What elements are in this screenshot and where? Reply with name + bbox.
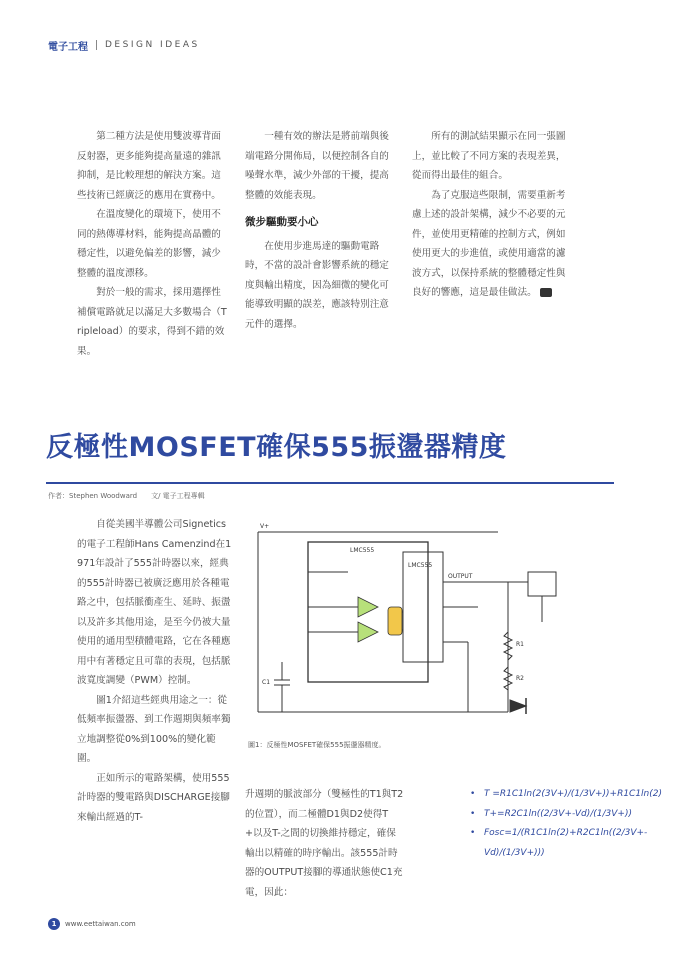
figure-caption: 圖1：反極性MOSFET確保555振盪器精度。 <box>248 741 386 749</box>
resistor-label: R2 <box>516 675 524 682</box>
page-footer <box>48 918 136 930</box>
section-label: DESIGN IDEAS <box>105 40 200 50</box>
page-number: 1 <box>48 918 60 930</box>
title-rule <box>46 482 614 484</box>
paragraph: 升週期的脈波部分（雙極性的T1與T2的位置），而二極體D1與D2使得T+以及T-之間的切換維持穩定，確保輸出以精確的時序輸出。該555計時器的OUTPUT接腳的導通狀態使C1充電，因此： <box>245 789 404 898</box>
article-column-middle <box>245 785 405 902</box>
formula-item: • T =R1C1ln(2(3V+)/(1/3V+))+R1C1ln(2) <box>470 785 680 805</box>
article-column-left <box>77 515 232 827</box>
paragraph <box>412 186 572 303</box>
paragraph: 自從美國半導體公司Signetics的電子工程師Hans Camenzind在1971年設計了555計時器以來，經典的555計時器已被廣泛應用於各種電路之中，包括脈衝產生、延時、振盪以及許多其他用途，是至今仍被大量使用的通用型積體電路，它在各種應用中有著穩定且可靠的表現，包括脈波寬度調變（PWM）控制。 <box>77 519 232 686</box>
prev-article-column-3 <box>412 127 572 303</box>
paragraph: 正如所示的電路架構，使用555計時器的雙電路與DISCHARGE接腳來輸出經過的T- <box>77 772 230 823</box>
prev-article-column-1 <box>77 127 227 361</box>
ic-label: LMC555 <box>350 547 375 554</box>
ic-label: LMC555 <box>408 562 433 569</box>
magazine-logo: 電子工程 <box>48 41 88 53</box>
running-header <box>48 38 200 52</box>
supply-label: V+ <box>260 523 270 530</box>
header-divider <box>96 40 97 50</box>
paragraph: 圖1介紹這些經典用途之一：從低頻率振盪器、到工作週期與頻率獨立地調整從0%到100%的變化範圍。 <box>77 694 231 764</box>
paragraph: 在使用步進馬達的驅動電路時，不當的設計會影響系統的穩定度與輸出精度，因為細微的變化可能導致明顯的誤差，應該特別注意元件的選擇。 <box>245 240 389 330</box>
end-of-article-icon <box>540 288 552 297</box>
article-title: 反極性MOSFET確保555振盪器精度 <box>46 432 507 463</box>
paragraph: 第二種方法是使用雙波導背面反射器，更多能夠提高量遠的雜訊抑制，是比較理想的解決方案。這些技術已經廣泛的應用在實務中。 <box>77 131 221 201</box>
paragraph: 所有的測試結果顯示在同一張圖上，並比較了不同方案的表現差異，從而得出最佳的組合。 <box>412 131 566 181</box>
formula-item: • Fosc=1/(R1C1ln(2)+R2C1ln((2/3V+-Vd)/(1/3V+))) <box>470 824 680 863</box>
resistor-label: R1 <box>516 641 524 648</box>
footer-url: www.eettaiwan.com <box>65 920 136 928</box>
paragraph: 在溫度變化的環境下，使用不同的熱傳導材料，能夠提高晶體的穩定性，以避免偏差的影響，減少整體的溫度漂移。 <box>77 209 221 279</box>
prev-article-column-2 <box>245 127 395 334</box>
circuit-schematic <box>248 512 578 734</box>
formula-item: • T+=R2C1ln((2/3V+-Vd)/(1/3V+)) <box>470 805 680 825</box>
paragraph-text: 為了克服這些限制，需要重新考慮上述的設計架構，減少不必要的元件，並使用更精確的控制方式，例如使用更大的步進值，或使用適當的濾波方式，以保持系統的整體穩定性與良好的響應，這是最佳做法。 <box>412 189 566 298</box>
capacitor-label: C1 <box>262 679 271 686</box>
paragraph: 對於一般的需求，採用選擇性補償電路就足以滿足大多數場合（Tripleload）的要求，得到不錯的效果。 <box>77 287 227 357</box>
byline: 作者：Stephen Woodward 文/ 電子工程專輯 <box>48 492 205 500</box>
paragraph: 一種有效的辦法是將前端與後端電路分開佈局，以便控制各自的噪聲水準，減少外部的干擾，提高整體的效能表現。 <box>245 131 389 201</box>
section-subheading: 微步驅動要小心 <box>245 216 319 228</box>
formula-list <box>470 785 680 863</box>
output-label: OUTPUT <box>448 573 473 580</box>
